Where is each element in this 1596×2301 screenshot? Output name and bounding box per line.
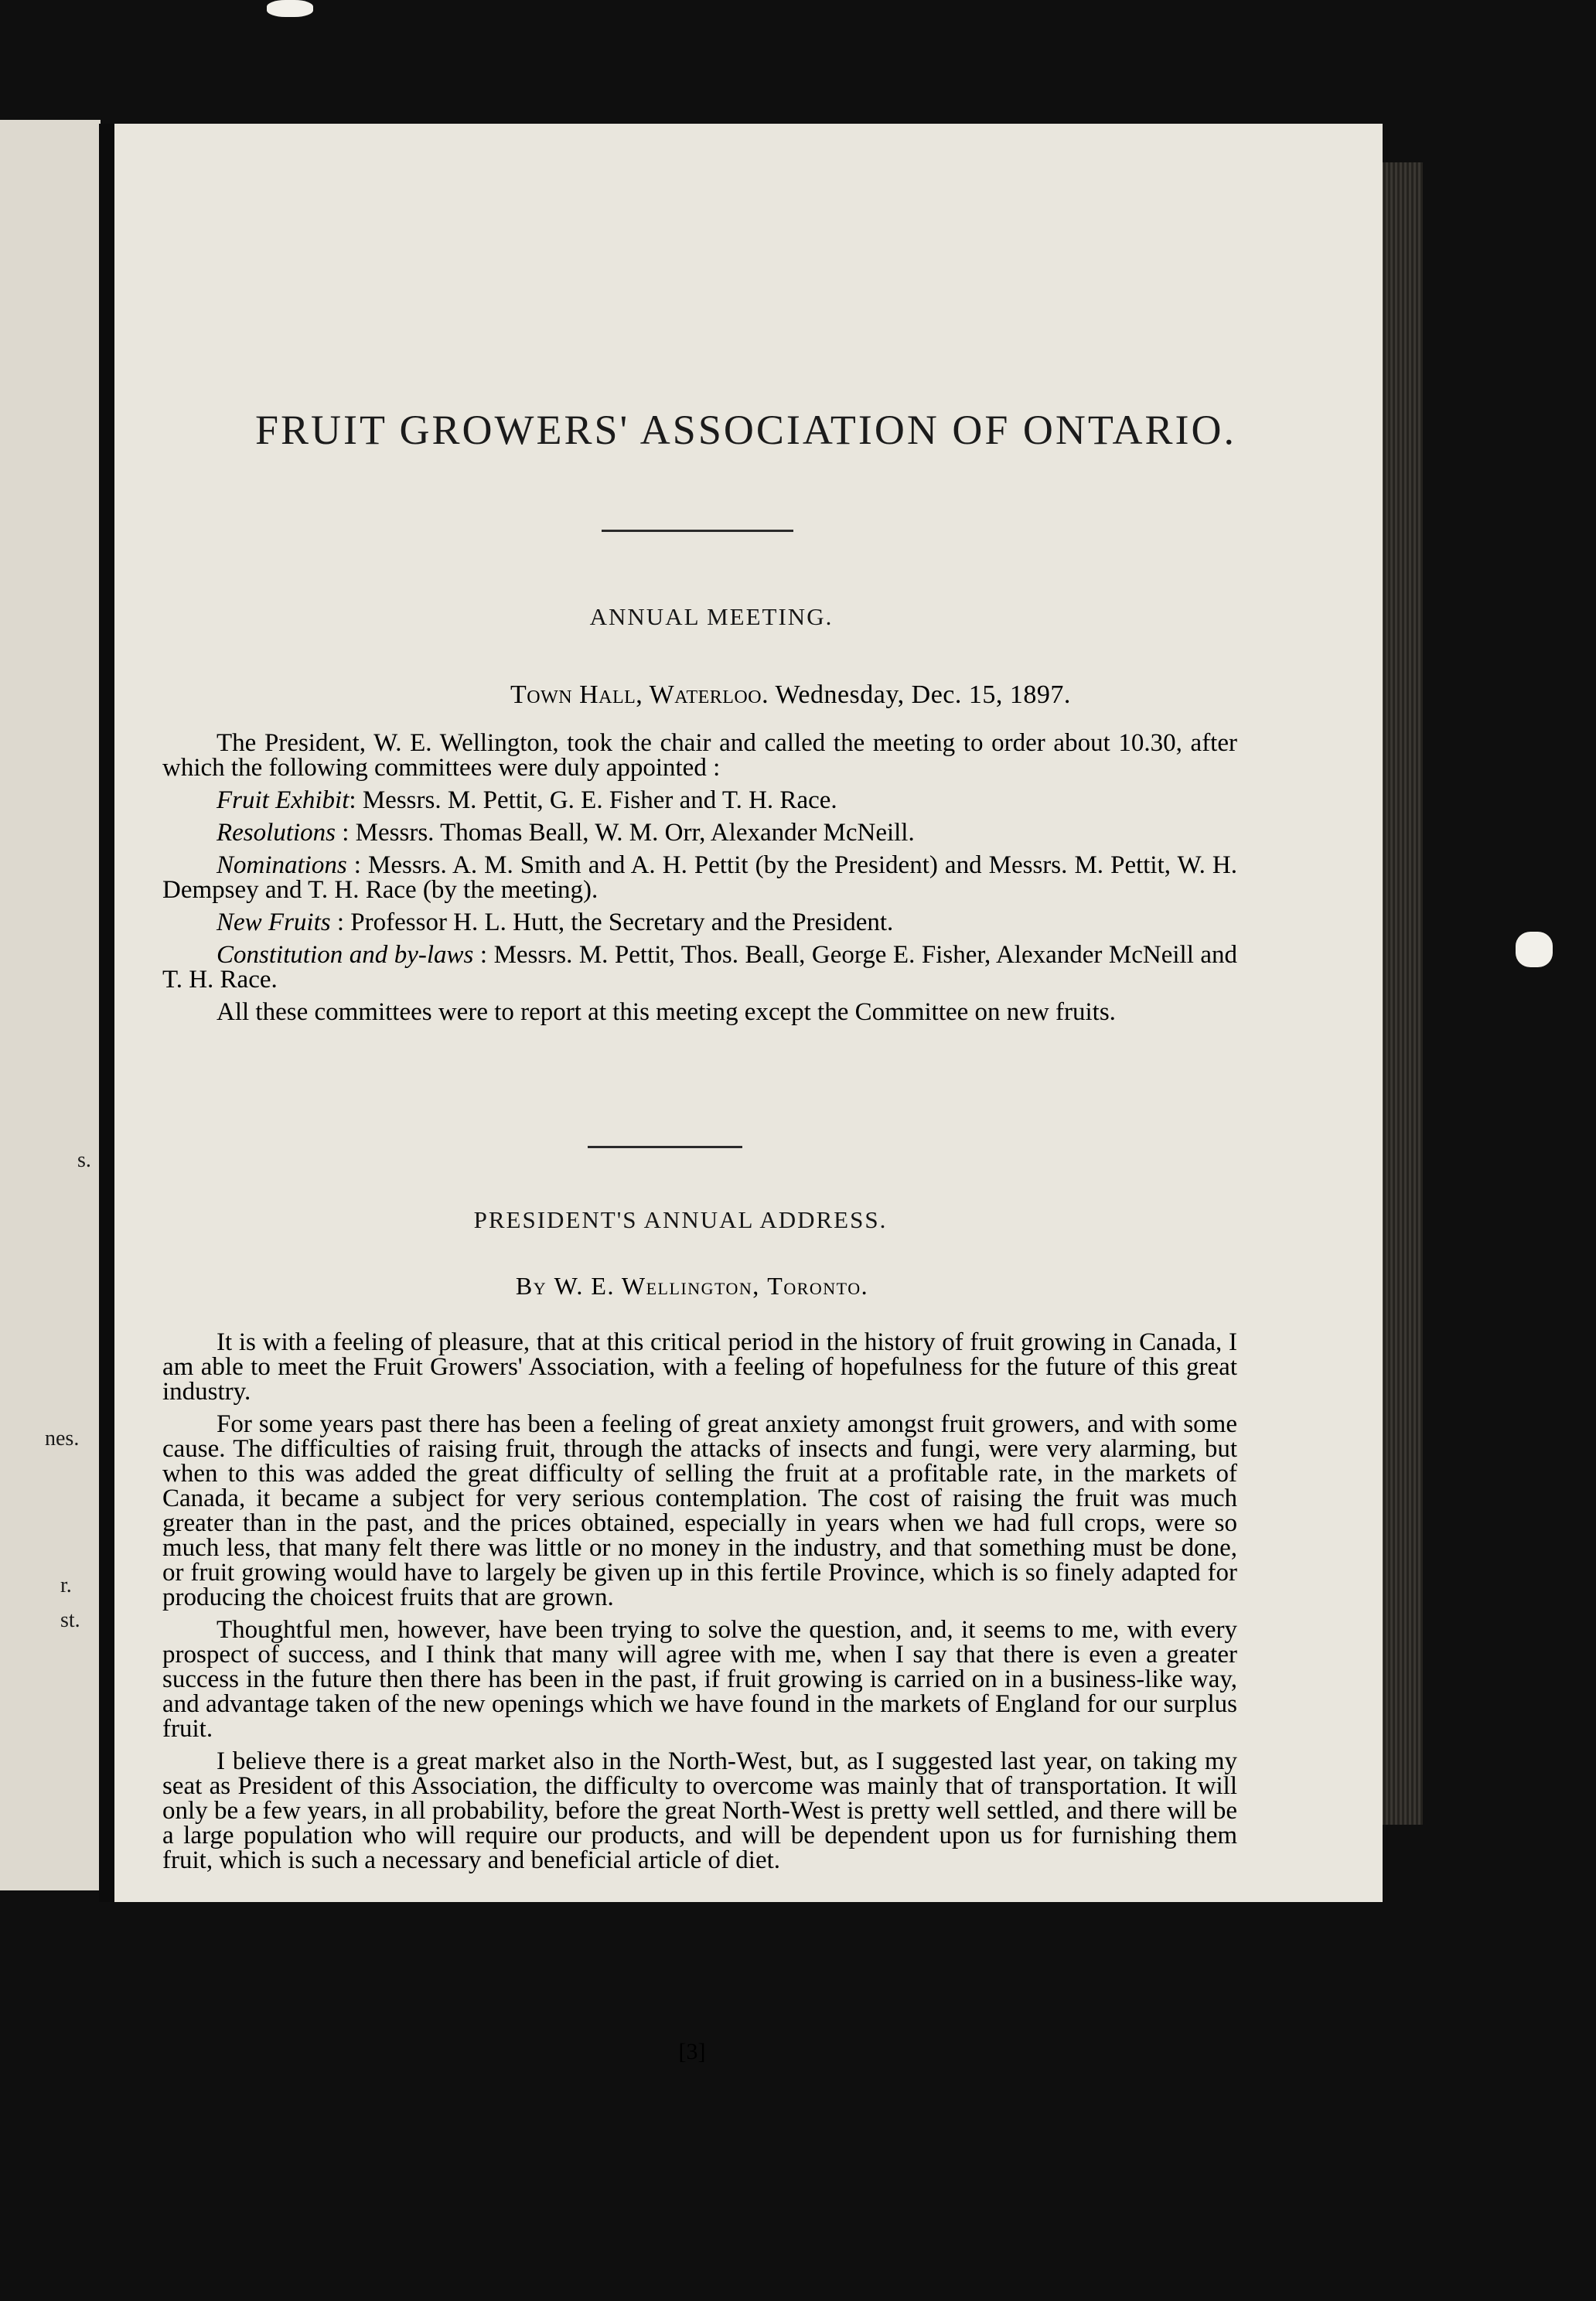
page-number: [3] bbox=[678, 2039, 706, 2064]
byline-name: W. E. Wellington, bbox=[554, 1272, 760, 1300]
address-body bbox=[162, 1330, 1237, 1880]
committee-members: Messrs. A. M. Smith and A. H. Pettit (by the President) and Messrs. M. Pettit, W. H. Dempsey and T. H. Race (by the meeting). bbox=[162, 851, 1237, 904]
committee-item: Fruit Exhibit: Messrs. M. Pettit, G. E. Fisher and T. H. Race. bbox=[217, 786, 837, 814]
title-rule bbox=[602, 530, 793, 532]
dateline-date: Wednesday, Dec. 15, 1897. bbox=[775, 680, 1071, 709]
committee-members: Messrs. M. Pettit, G. E. Fisher and T. H. Race. bbox=[362, 786, 837, 814]
body-paragraph: Thoughtful men, however, have been trying to solve the question, and, it seems to me, with every prospect of success, and I think that many will agree with me, when I say that there is even a greater success in the future then there has been in the past, if fruit growing is carried on in a business-like way, and advantage taken of the new openings which we have found in the markets of England for our surplus fruit. bbox=[162, 1616, 1237, 1743]
dateline-place: Town Hall, Waterloo. bbox=[510, 680, 769, 709]
left-page-fragment: s. bbox=[77, 1148, 91, 1172]
body-paragraph: It is with a feeling of pleasure, that at this critical period in the history of fruit growing in Canada, I am able to meet the Fruit Growers' Association, with a feeling of hopefulness for the future of this great industry. bbox=[162, 1328, 1237, 1406]
body-paragraph: I believe there is a great market also in the North-West, but, as I suggested last year, on taking my seat as President of this Association, the difficulty to overcome was mainly that of transportation. It will only be a few years, in all probability, before the great North-West is pretty well settled, and there will be a large population who will require our products, and will be dependent upon us for furnishing them fruit, which is such a necessary and beneficial article of diet. bbox=[162, 1747, 1237, 1874]
meeting-closing: All these committees were to report at this meeting except the Committee on new fruits. bbox=[217, 998, 1116, 1026]
body-paragraph: For some years past there has been a feeling of great anxiety amongst fruit growers, and with some cause. The difficulties of raising fruit, through the attacks of insects and fungi, were very alarming, but when to this was added the great difficulty of selling the fruit at a profitable rate, in the markets of Canada, it became a subject for very serious contemplation. The cost of raising the fruit was much greater than in the past, and the prices obtained, especially in years when we had full crops, were so much less, that many felt there was little or no money in the industry, and that something must be done, or fruit growing would have to largely be given up in this fertile Province, which is so finely adapted for producing the choicest fruits that are grown. bbox=[162, 1410, 1237, 1611]
byline bbox=[0, 1272, 1384, 1300]
dateline bbox=[510, 680, 1071, 710]
committee-members: Messrs. Thomas Beall, W. M. Orr, Alexander McNeill. bbox=[355, 819, 915, 847]
committee-name: Resolutions bbox=[217, 819, 336, 847]
meeting-intro: The President, W. E. Wellington, took the chair and called the meeting to order about 10.30, after which the following committees were duly appointed : bbox=[162, 729, 1237, 782]
committee-members: Professor H. L. Hutt, the Secretary and the President. bbox=[350, 908, 894, 936]
book-gutter bbox=[99, 124, 114, 1902]
committee-item: New Fruits : Professor H. L. Hutt, the Secretary and the President. bbox=[217, 908, 894, 936]
film-speck bbox=[1516, 932, 1553, 967]
section-rule bbox=[588, 1146, 742, 1148]
left-page-fragment: nes. bbox=[45, 1427, 80, 1450]
committee-name: Nominations bbox=[217, 851, 347, 879]
committee-item: Nominations : Messrs. A. M. Smith and A. H. Pettit (by the President) and Messrs. M. Pettit, W. H. Dempsey and T. H. Race (by the meeting). bbox=[162, 851, 1237, 904]
byline-place: Toronto. bbox=[767, 1272, 869, 1300]
left-page-fragment: st. bbox=[60, 1608, 80, 1632]
committee-members: Messrs. M. Pettit, Thos. Beall, George E. Fisher, Alexander McNeill and T. H. Race. bbox=[162, 941, 1238, 994]
address-heading: PRESIDENT'S ANNUAL ADDRESS. bbox=[473, 1206, 888, 1233]
committee-item: Constitution and by-laws : Messrs. M. Pettit, Thos. Beall, George E. Fisher, Alexander McNeill and T. H. Race. bbox=[162, 941, 1238, 994]
left-page bbox=[0, 120, 101, 1890]
page-edge bbox=[1376, 162, 1423, 1825]
committee-name: Constitution and by-laws bbox=[217, 941, 474, 969]
page-title: FRUIT GROWERS' ASSOCIATION OF ONTARIO. bbox=[255, 407, 1237, 453]
committee-name: Fruit Exhibit bbox=[217, 786, 350, 814]
byline-prefix: By bbox=[515, 1272, 547, 1300]
committee-item: Resolutions : Messrs. Thomas Beall, W. M. Orr, Alexander McNeill. bbox=[217, 819, 915, 847]
meeting-heading: ANNUAL MEETING. bbox=[589, 603, 834, 630]
committee-name: New Fruits bbox=[217, 908, 331, 936]
film-speck bbox=[267, 0, 313, 17]
left-page-fragment: r. bbox=[60, 1573, 72, 1597]
meeting-section bbox=[162, 731, 1237, 1032]
